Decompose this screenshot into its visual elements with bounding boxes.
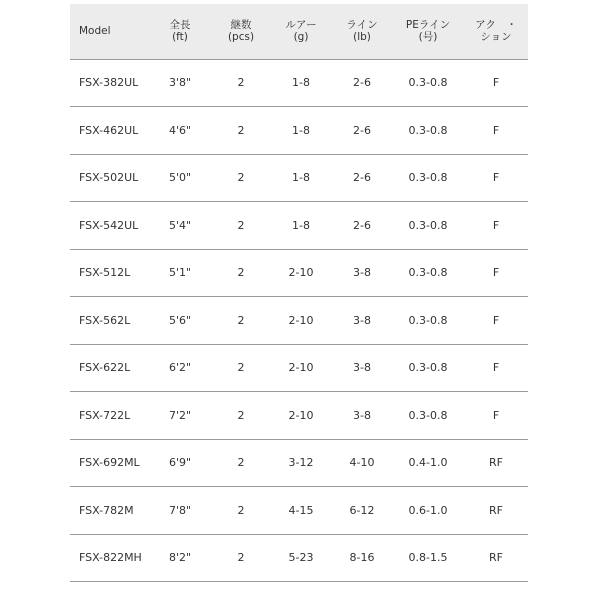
cell-line: 3-8 bbox=[353, 408, 371, 422]
cell-pe-line: 0.3-0.8 bbox=[408, 361, 448, 375]
header-lure bbox=[270, 4, 332, 59]
header-pieces-label: 継数 bbox=[230, 19, 252, 32]
cell-pieces: 2 bbox=[237, 408, 245, 422]
cell-model: FSX-692ML bbox=[79, 456, 140, 470]
cell-line: 8-16 bbox=[349, 551, 375, 565]
cell-pe-line: 0.3-0.8 bbox=[408, 171, 448, 185]
cell-action: RF bbox=[489, 551, 503, 565]
table-row bbox=[70, 487, 528, 535]
cell-model: FSX-502UL bbox=[79, 171, 139, 185]
cell-pieces: 2 bbox=[237, 171, 245, 185]
cell-pieces: 2 bbox=[237, 551, 245, 565]
cell-action: F bbox=[492, 266, 500, 280]
cell-length: 3'8" bbox=[168, 76, 192, 90]
cell-lure: 1-8 bbox=[292, 76, 310, 90]
cell-pe-line: 0.3-0.8 bbox=[408, 266, 448, 280]
spec-table bbox=[70, 4, 528, 582]
cell-lure: 2-10 bbox=[288, 266, 314, 280]
header-action bbox=[464, 4, 528, 59]
header-pe-line bbox=[392, 4, 464, 59]
cell-model: FSX-562L bbox=[79, 313, 131, 327]
header-pe-line-label: PEライン bbox=[405, 19, 451, 32]
cell-pieces: 2 bbox=[237, 218, 245, 232]
header-pieces bbox=[212, 4, 270, 59]
cell-action: RF bbox=[489, 503, 503, 517]
cell-pe-line: 0.6-1.0 bbox=[408, 503, 448, 517]
cell-action: F bbox=[492, 361, 500, 375]
header-length bbox=[148, 4, 212, 59]
cell-line: 2-6 bbox=[353, 218, 371, 232]
cell-pieces: 2 bbox=[237, 361, 245, 375]
cell-model: FSX-782M bbox=[79, 503, 134, 517]
table-body bbox=[70, 59, 528, 582]
header-lure-unit: (g) bbox=[293, 31, 309, 44]
table-row bbox=[70, 344, 528, 392]
cell-action: F bbox=[492, 123, 500, 137]
cell-model: FSX-822MH bbox=[79, 551, 142, 565]
cell-pieces: 2 bbox=[237, 266, 245, 280]
cell-line: 2-6 bbox=[353, 171, 371, 185]
cell-length: 6'9" bbox=[168, 456, 192, 470]
table-header bbox=[70, 4, 528, 59]
header-model bbox=[70, 4, 148, 59]
cell-model: FSX-382UL bbox=[79, 76, 139, 90]
cell-lure: 4-15 bbox=[288, 503, 314, 517]
header-line-label: ライン bbox=[346, 19, 378, 32]
cell-lure: 2-10 bbox=[288, 361, 314, 375]
cell-pe-line: 0.8-1.5 bbox=[408, 551, 448, 565]
cell-pieces: 2 bbox=[237, 123, 245, 137]
cell-lure: 1-8 bbox=[292, 123, 310, 137]
cell-length: 5'0" bbox=[168, 171, 192, 185]
cell-line: 3-8 bbox=[353, 361, 371, 375]
header-model-label: Model bbox=[79, 25, 111, 38]
table-row bbox=[70, 107, 528, 155]
cell-model: FSX-722L bbox=[79, 408, 131, 422]
cell-pe-line: 0.3-0.8 bbox=[408, 408, 448, 422]
cell-lure: 1-8 bbox=[292, 218, 310, 232]
table-row bbox=[70, 392, 528, 440]
cell-length: 7'8" bbox=[168, 503, 192, 517]
cell-pe-line: 0.3-0.8 bbox=[408, 123, 448, 137]
cell-action: F bbox=[492, 76, 500, 90]
header-row bbox=[70, 4, 528, 59]
cell-pe-line: 0.3-0.8 bbox=[408, 218, 448, 232]
cell-length: 4'6" bbox=[168, 123, 192, 137]
cell-length: 6'2" bbox=[168, 361, 192, 375]
cell-line: 2-6 bbox=[353, 76, 371, 90]
cell-pieces: 2 bbox=[237, 456, 245, 470]
cell-action: F bbox=[492, 408, 500, 422]
cell-line: 2-6 bbox=[353, 123, 371, 137]
header-length-unit: (ft) bbox=[172, 31, 188, 44]
cell-lure: 2-10 bbox=[288, 408, 314, 422]
cell-action: F bbox=[492, 171, 500, 185]
cell-lure: 2-10 bbox=[288, 313, 314, 327]
table-row bbox=[70, 59, 528, 107]
header-line bbox=[332, 4, 392, 59]
cell-model: FSX-512L bbox=[79, 266, 131, 280]
cell-pieces: 2 bbox=[237, 313, 245, 327]
cell-pieces: 2 bbox=[237, 503, 245, 517]
cell-lure: 1-8 bbox=[292, 171, 310, 185]
cell-model: FSX-462UL bbox=[79, 123, 139, 137]
cell-length: 5'6" bbox=[168, 313, 192, 327]
cell-action: RF bbox=[489, 456, 503, 470]
table-row bbox=[70, 534, 528, 582]
header-action-label-2: ション bbox=[480, 31, 512, 44]
header-action-label: アク ・ bbox=[475, 19, 517, 32]
table-row bbox=[70, 439, 528, 487]
table-row bbox=[70, 249, 528, 297]
cell-action: F bbox=[492, 218, 500, 232]
header-pieces-unit: (pcs) bbox=[227, 31, 255, 44]
cell-length: 8'2" bbox=[168, 551, 192, 565]
table-row bbox=[70, 154, 528, 202]
cell-action: F bbox=[492, 313, 500, 327]
cell-line: 3-8 bbox=[353, 266, 371, 280]
header-pe-line-unit: (号) bbox=[418, 31, 438, 44]
cell-lure: 5-23 bbox=[288, 551, 314, 565]
header-length-label: 全長 bbox=[169, 19, 191, 32]
table-row bbox=[70, 202, 528, 250]
cell-pe-line: 0.3-0.8 bbox=[408, 76, 448, 90]
header-line-unit: (lb) bbox=[353, 31, 371, 44]
cell-line: 6-12 bbox=[349, 503, 375, 517]
cell-length: 5'4" bbox=[168, 218, 192, 232]
cell-line: 3-8 bbox=[353, 313, 371, 327]
cell-pe-line: 0.3-0.8 bbox=[408, 313, 448, 327]
cell-length: 5'1" bbox=[168, 266, 192, 280]
cell-pe-line: 0.4-1.0 bbox=[408, 456, 448, 470]
cell-line: 4-10 bbox=[349, 456, 375, 470]
cell-pieces: 2 bbox=[237, 76, 245, 90]
header-lure-label: ルアー bbox=[285, 19, 317, 32]
cell-model: FSX-542UL bbox=[79, 218, 139, 232]
cell-lure: 3-12 bbox=[288, 456, 314, 470]
cell-model: FSX-622L bbox=[79, 361, 131, 375]
table-row bbox=[70, 297, 528, 345]
cell-length: 7'2" bbox=[168, 408, 192, 422]
